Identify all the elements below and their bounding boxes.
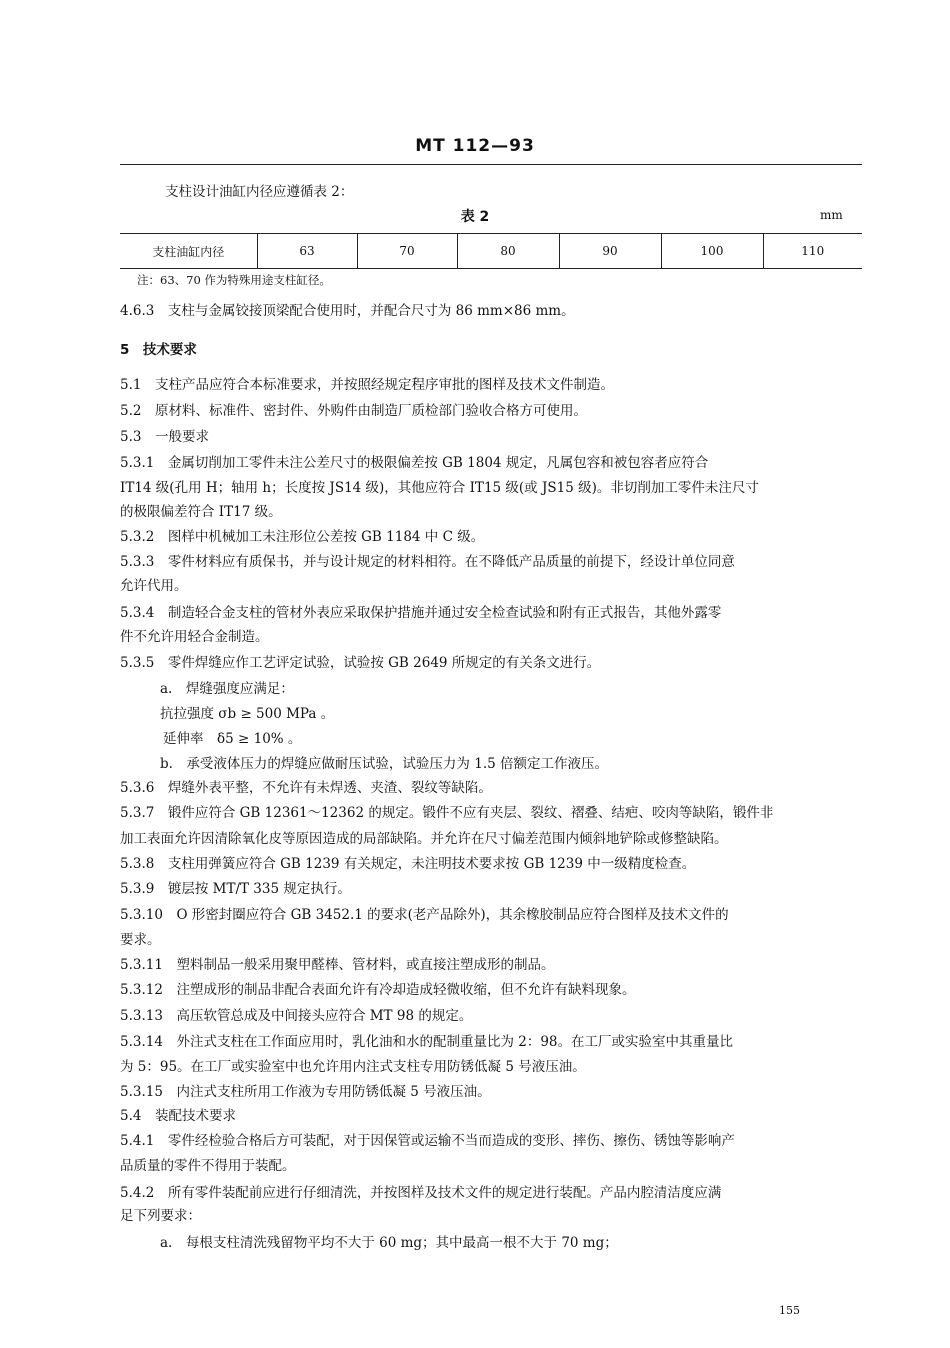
- clause-5-3-5: 5.3.5 零件焊缝应作工艺评定试验，试验按 GB 2649 所规定的有关条文进行。: [120, 655, 601, 671]
- intro-text: 支柱设计油缸内径应遵循表 2：: [165, 184, 354, 200]
- clause-5-4-2-cont: 足下列要求：: [120, 1208, 201, 1224]
- clause-5-1: 5.1 支柱产品应符合本标准要求，并按照经规定程序审批的图样及技术文件制造。: [120, 377, 614, 393]
- tensile-strength: 抗拉强度 σb ≥ 500 MPa 。: [160, 706, 335, 722]
- table-note: 注：63、70 作为特殊用途支柱缸径。: [137, 273, 331, 287]
- section-5-title: 5 技术要求: [120, 342, 197, 358]
- clause-5-3-14-cont: 为 5：95。在工厂或实验室中也允许用内注式支柱专用防锈低凝 5 号液压油。: [120, 1059, 586, 1075]
- clause-5-3-15: 5.3.15 内注式支柱所用工作液为专用防锈低凝 5 号液压油。: [120, 1084, 491, 1100]
- clause-5-3-7: 5.3.7 锻件应符合 GB 12361～12362 的规定。锻件不应有夹层、裂纹、褶叠、结疤、咬肉等缺陷，锻件非: [120, 805, 774, 821]
- clause-5-3-9: 5.3.9 镀层按 MT/T 335 规定执行。: [120, 881, 351, 897]
- table-cell: 80: [457, 234, 559, 269]
- clause-5-3-13: 5.3.13 高压软管总成及中间接头应符合 MT 98 的规定。: [120, 1008, 473, 1024]
- clause-5-3-6: 5.3.6 焊缝外表平整，不允许有未焊透、夹渣、裂纹等缺陷。: [120, 780, 492, 796]
- item-a: a. 焊缝强度应满足：: [160, 681, 294, 697]
- clause-5-3: 5.3 一般要求: [120, 429, 209, 445]
- item-a-cleanliness: a. 每根支柱清洗残留物平均不大于 60 mg；其中最高一根不大于 70 mg；: [160, 1235, 618, 1251]
- document-code: MT 112—93: [415, 136, 535, 156]
- clause-5-3-14: 5.3.14 外注式支柱在工作面应用时，乳化油和水的配制重量比为 2：98。在工厂或实验室中其重量比: [120, 1034, 733, 1050]
- table-unit: mm: [820, 208, 843, 222]
- clause-5-3-1-cont: 的极限偏差符合 IT17 级。: [120, 504, 282, 520]
- table-cell: 90: [559, 234, 661, 269]
- clause-5-3-2: 5.3.2 图样中机械加工未注形位公差按 GB 1184 中 C 级。: [120, 529, 485, 545]
- clause-5-3-1: 5.3.1 金属切削加工零件未注公差尺寸的极限偏差按 GB 1804 规定，凡属包容和被包容者应符合: [120, 455, 709, 471]
- table-row-label: 支柱油缸内径: [120, 234, 257, 269]
- page-number: 155: [779, 1304, 800, 1317]
- clause-5-3-11: 5.3.11 塑料制品一般采用聚甲醛棒、管材料，或直接注塑成形的制品。: [120, 957, 555, 973]
- clause-5-3-7-cont: 加工表面允许因清除氧化皮等原因造成的局部缺陷。并允许在尺寸偏差范围内倾斜地铲除或修整缺陷。: [120, 831, 728, 847]
- item-b: b. 承受液体压力的焊缝应做耐压试验，试验压力为 1.5 倍额定工作液压。: [160, 756, 608, 772]
- clause-5-4: 5.4 装配技术要求: [120, 1108, 236, 1124]
- table-caption: 表 2: [460, 209, 490, 225]
- clause-5-3-10-cont: 要求。: [120, 932, 161, 948]
- clause-5-4-1-cont: 品质量的零件不得用于装配。: [120, 1158, 296, 1174]
- clause-5-3-8: 5.3.8 支柱用弹簧应符合 GB 1239 有关规定，未注明技术要求按 GB 1239 中一级精度检查。: [120, 856, 696, 872]
- clause-5-3-4-cont: 件不允许用轻合金制造。: [120, 629, 269, 645]
- clause-5-2: 5.2 原材料、标准件、密封件、外购件由制造厂质检部门验收合格方可使用。: [120, 403, 587, 419]
- table-cell: 63: [257, 234, 357, 269]
- clause-5-3-3-cont: 允许代用。: [120, 578, 188, 594]
- clause-5-4-2: 5.4.2 所有零件装配前应进行仔细清洗，并按图样及技术文件的规定进行装配。产品内腔清洁度应满: [120, 1185, 722, 1201]
- clause-5-3-3: 5.3.3 零件材料应有质保书，并与设计规定的材料相符。在不降低产品质量的前提下，经设计单位同意: [120, 554, 735, 570]
- clause-4-6-3: 4.6.3 支柱与金属铰接顶梁配合使用时，并配合尺寸为 86 mm×86 mm。: [120, 303, 575, 319]
- table-row: [120, 234, 862, 269]
- table-cell: 110: [763, 234, 862, 269]
- clause-5-3-4: 5.3.4 制造轻合金支柱的管材外表应采取保护措施并通过安全检查试验和附有正式报告，其他外露零: [120, 605, 722, 621]
- bore-diameter-table: [120, 233, 862, 269]
- clause-5-3-1-cont: IT14 级(孔用 H；轴用 h；长度按 JS14 级)，其他应符合 IT15 级(或 JS15 级)。非切削加工零件未注尺寸: [120, 480, 759, 496]
- elongation: 延伸率 δ5 ≥ 10% 。: [163, 731, 302, 747]
- clause-5-3-10: 5.3.10 O 形密封圈应符合 GB 3452.1 的要求(老产品除外)，其余橡胶制品应符合图样及技术文件的: [120, 907, 729, 923]
- clause-5-3-12: 5.3.12 注塑成形的制品非配合表面允许有冷却造成轻微收缩，但不允许有缺料现象。: [120, 982, 636, 998]
- table-cell: 100: [661, 234, 763, 269]
- table-cell: 70: [357, 234, 457, 269]
- header-rule: [120, 164, 862, 165]
- clause-5-4-1: 5.4.1 零件经检验合格后方可装配，对于因保管或运输不当而造成的变形、摔伤、擦伤、锈蚀等影响产: [120, 1133, 735, 1149]
